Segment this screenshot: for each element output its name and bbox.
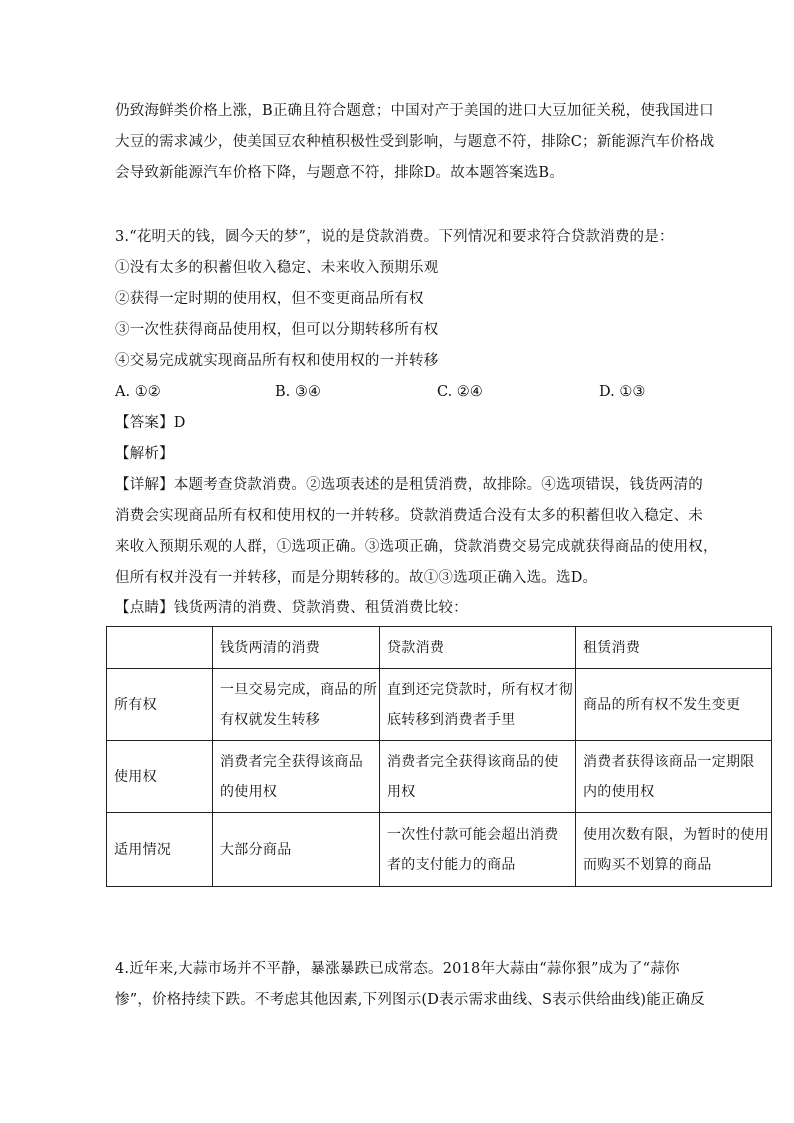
cell-text: 者的支付能力的商品 (387, 856, 516, 873)
detail-line-2: 消费会实现商品所有权和使用权的一并转移。贷款消费适合没有太多的积蓄但收入稳定、未 (115, 508, 703, 524)
cell-text: 消费者获得该商品一定期限 (583, 753, 755, 770)
table-cell (576, 741, 772, 813)
table-cell (213, 813, 380, 887)
table-header-cell (107, 627, 213, 669)
cell-text: 内的使用权 (583, 783, 655, 800)
cell-text: 底转移到消费者手里 (387, 711, 516, 728)
prev-analysis-line-1: 仍致海鲜类价格上涨，B正确且符合题意；中国对产于美国的进口大豆加征关税，使我国进口 (115, 103, 714, 119)
table-cell (213, 741, 380, 813)
row-label: 适用情况 (107, 813, 213, 887)
cell-text: 一旦交易完成，商品的所 (220, 681, 378, 698)
cell-text: 使用次数有限，为暂时的使用 (583, 826, 769, 843)
table-cell (576, 669, 772, 741)
question-3-item-2: ②获得一定时期的使用权，但不变更商品所有权 (115, 291, 424, 307)
table-row (107, 741, 772, 813)
table-header-cell: 贷款消费 (380, 627, 576, 669)
option-c: C. ②④ (437, 384, 483, 400)
detail-line-1: 【详解】本题考查贷款消费。②选项表述的是租赁消费，故排除。④选项错误，钱货两清的 (115, 477, 703, 493)
table-header-cell: 租赁消费 (576, 627, 772, 669)
analysis-title: 【解析】 (115, 446, 174, 462)
cell-text: 的使用权 (220, 783, 278, 800)
question-3-stem: 3.“花明天的钱，圆今天的梦”，说的是贷款消费。下列情况和要求符合贷款消费的是： (115, 229, 674, 245)
comment-line: 【点睛】钱货两清的消费、贷款消费、租赁消费比较： (115, 600, 468, 616)
cell-text: 直到还完贷款时，所有权才彻 (387, 681, 573, 698)
cell-text: 一次性付款可能会超出消费 (387, 826, 559, 843)
cell-text: 大部分商品 (220, 841, 292, 858)
table-cell (380, 813, 576, 887)
question-3-item-4: ④交易完成就实现商品所有权和使用权的一并转移 (115, 353, 439, 369)
question-3-item-3: ③一次性获得商品使用权，但可以分期转移所有权 (115, 322, 439, 338)
prev-analysis-line-3: 会导致新能源汽车价格下降，与题意不符，排除D。故本题答案选B。 (115, 165, 564, 181)
cell-text: 消费者完全获得该商品 (220, 753, 363, 770)
cell-text: 商品的所有权不发生变更 (583, 696, 741, 713)
table-cell (576, 813, 772, 887)
option-a: A. ①② (115, 384, 161, 400)
table-header-row (107, 627, 772, 669)
detail-line-3: 来收入预期乐观的人群，①选项正确。③选项正确，贷款消费交易完成就获得商品的使用权， (115, 539, 718, 555)
table-cell (380, 669, 576, 741)
table-row (107, 669, 772, 741)
question-4-line-2: 惨”，价格持续下跌。不考虑其他因素,下列图示(D表示需求曲线、S表示供给曲线)能正确反 (115, 992, 705, 1008)
comparison-table (106, 626, 772, 887)
detail-line-4: 但所有权并没有一并转移，而是分期转移的。故①③选项正确入选。选D。 (115, 570, 598, 586)
cell-text: 消费者完全获得该商品的使 (387, 753, 559, 770)
table-row (107, 813, 772, 887)
answer-line: 【答案】D (115, 415, 186, 431)
prev-analysis-line-2: 大豆的需求减少，使美国豆农种植积极性受到影响，与题意不符，排除C；新能源汽车价格战 (115, 134, 715, 150)
question-4-line-1: 4.近年来,大蒜市场并不平静，暴涨暴跌已成常态。2018年大蒜由“蒜你狠”成为了“蒜你 (115, 961, 680, 977)
cell-text: 用权 (387, 783, 416, 800)
table-cell (213, 669, 380, 741)
cell-text: 而购买不划算的商品 (583, 856, 712, 873)
cell-text: 有权就发生转移 (220, 711, 321, 728)
option-d: D. ①③ (599, 384, 646, 400)
row-label: 使用权 (107, 741, 213, 813)
table-cell (380, 741, 576, 813)
table-header-cell: 钱货两清的消费 (213, 627, 380, 669)
option-b: B. ③④ (275, 384, 321, 400)
question-3-item-1: ①没有太多的积蓄但收入稳定、未来收入预期乐观 (115, 260, 439, 276)
row-label: 所有权 (107, 669, 213, 741)
